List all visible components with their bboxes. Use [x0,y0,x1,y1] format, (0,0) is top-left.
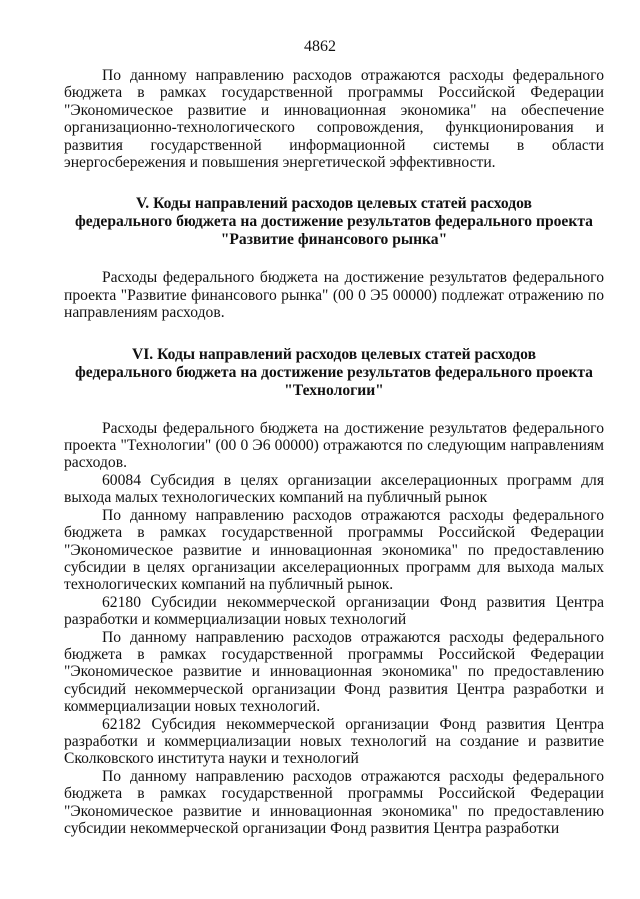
heading-line: VI. Коды направлений расходов целевых статей расходов [131,345,537,363]
heading-line: V. Коды направлений расходов целевых статей расходов [136,195,532,213]
expense-code-item: 60084 Субсидия в целях организации акселерационных программ для выхода малых технологических компаний на публичный рынок [64,471,604,507]
paragraph: По данному направлению расходов отражаются расходы федерального бюджета в рамках государственной программы Российской Федерации "Экономическое развитие и инновационная экономика" по предоставлению субсидии некоммерческой организации Фонд развития Центра разработки [64,767,604,837]
section-heading-v [64,195,604,249]
paragraph: Расходы федерального бюджета на достижение результатов федерального проекта "Развитие финансового рынка" (00 0 Э5 00000) подлежат отражению по направлениям расходов. [64,269,604,322]
heading-line: "Развитие финансового рынка" [220,231,448,249]
heading-line: "Технологии" [284,381,384,399]
document-body [64,67,604,837]
paragraph: По данному направлению расходов отражаются расходы федерального бюджета в рамках государственной программы Российской Федерации "Экономическое развитие и инновационная экономика" по предоставлению субсидий некоммерческой организации Фонд развития Центра разработки и коммерциализации новых технологий. [64,628,604,716]
section-heading-vi [64,346,604,400]
page-number: 4862 [304,38,336,55]
paragraph: По данному направлению расходов отражаются расходы федерального бюджета в рамках государственной программы Российской Федерации "Экономическое развитие и инновационная экономика" по предоставлению субсидии в целях организации акселерационных программ для выхода малых технологических компаний на публичный рынок. [64,506,604,594]
heading-line: федерального бюджета на достижение результатов федерального проекта [75,363,593,381]
paragraph: По данному направлению расходов отражаются расходы федерального бюджета в рамках государственной программы Российской Федерации "Экономическое развитие и инновационная экономика" на обеспечение организационно-технологического сопровождения, функционирования и развития государственной информационной системы в области энергосбережения и повышения энергетической эффективности. [64,67,604,172]
heading-line: федерального бюджета на достижение результатов федерального проекта [75,213,593,231]
expense-code-item: 62182 Субсидия некоммерческой организации Фонд развития Центра разработки и коммерциализации новых технологий на создание и развитие Сколковского института науки и технологий [64,715,604,768]
paragraph: Расходы федерального бюджета на достижение результатов федерального проекта "Технологии" (00 0 Э6 00000) отражаются по следующим направлениям расходов. [64,419,604,472]
expense-code-item: 62180 Субсидии некоммерческой организации Фонд развития Центра разработки и коммерциализации новых технологий [64,593,604,629]
